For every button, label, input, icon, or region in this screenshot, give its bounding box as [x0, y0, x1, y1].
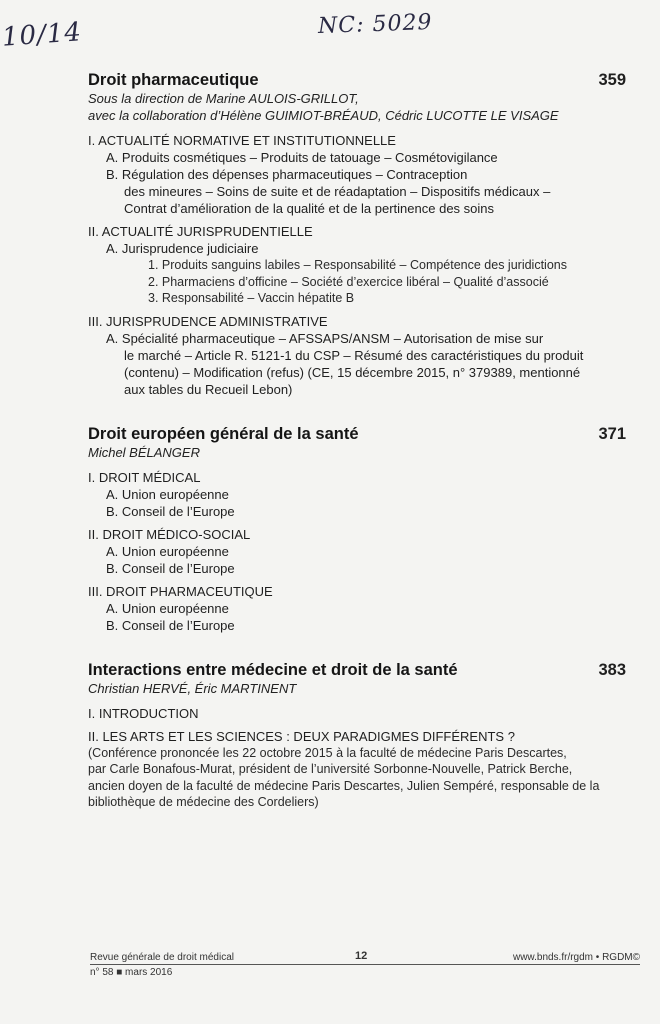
section-page-number: 383: [598, 660, 626, 679]
note-line: (Conférence prononcée les 22 octobre 2015 à la faculté de médecine Paris Descartes,: [88, 745, 567, 760]
part-item: [88, 486, 630, 503]
issue-info: n° 58 ■ mars 2016: [90, 967, 173, 978]
item-line: A. Spécialité pharmaceutique – AFSSAPS/ANSM – Autorisation de mise sur: [106, 330, 544, 346]
section-authors: Christian HERVÉ, Éric MARTINENT: [88, 680, 297, 696]
item-line: le marché – Article R. 5121-1 du CSP – Résumé des caractéristiques du produit: [124, 347, 584, 363]
section-authors: Sous la direction de Marine AULOIS-GRILLOT,: [88, 91, 359, 106]
sub-item: 2. Pharmaciens d’officine – Société d’exercice libéral – Qualité d’associé: [148, 274, 549, 289]
part-item: [88, 166, 630, 217]
part-item: [88, 149, 630, 166]
part-item: [88, 600, 630, 617]
part-item: [88, 240, 630, 257]
handwritten-date: 10/14: [1, 17, 83, 53]
item-line: A. Produits cosmétiques – Produits de tatouage – Cosmétovigilance: [106, 150, 498, 165]
part-heading: I. ACTUALITÉ NORMATIVE ET INSTITUTIONNELLE: [88, 133, 396, 148]
section-authors: avec la collaboration d’Hélène GUIMIOT-BRÉAUD, Cédric LUCOTTE LE VISAGE: [88, 108, 559, 123]
part-heading: II. ACTUALITÉ JURISPRUDENTIELLE: [88, 224, 313, 239]
note-line: bibliothèque de médecine des Cordeliers): [88, 795, 319, 809]
toc-section: [88, 660, 630, 811]
table-of-contents: [88, 70, 630, 811]
handwritten-reference: NC: 5029: [317, 10, 433, 39]
section-page-number: 359: [598, 71, 626, 89]
sub-item: 3. Responsabilité – Vaccin hépatite B: [148, 291, 355, 305]
part-heading: II. DROIT MÉDICO-SOCIAL: [88, 526, 251, 542]
part-heading: I. DROIT MÉDICAL: [88, 469, 201, 485]
item-line: aux tables du Recueil Lebon): [124, 381, 293, 397]
toc-section: [88, 424, 630, 634]
section-title: Droit européen général de la santé: [88, 424, 359, 443]
footer-rule: [90, 964, 640, 965]
part-item: [88, 617, 630, 634]
journal-name: Revue générale de droit médical: [90, 952, 234, 963]
toc-section: [88, 70, 630, 398]
note-line: ancien doyen de la faculté de médecine Paris Descartes, Julien Sempéré, responsable de la: [88, 778, 600, 793]
part-item: [88, 503, 630, 520]
item-line: B. Régulation des dépenses pharmaceutiques – Contraception: [106, 167, 468, 182]
part-heading: II. LES ARTS ET LES SCIENCES : DEUX PARADIGMES DIFFÉRENTS ?: [88, 728, 515, 744]
section-authors: Michel BÉLANGER: [88, 444, 200, 460]
item-line: A. Union européenne: [106, 600, 229, 616]
item-line: A. Jurisprudence judiciaire: [106, 241, 259, 256]
item-line: Contrat d’amélioration de la qualité et de la pertinence des soins: [124, 201, 495, 216]
website-link: www.bnds.fr/rgdm • RGDM©: [512, 952, 640, 963]
part-heading: III. JURISPRUDENCE ADMINISTRATIVE: [88, 313, 328, 329]
part-item: [88, 543, 630, 560]
part-item: [88, 330, 630, 398]
part-heading: III. DROIT PHARMACEUTIQUE: [88, 583, 273, 599]
item-line: des mineures – Soins de suite et de réadaptation – Dispositifs médicaux –: [124, 184, 551, 199]
section-page-number: 371: [598, 424, 626, 443]
page-number: 12: [355, 950, 368, 962]
note-line: par Carle Bonafous-Murat, président de l’université Sorbonne-Nouvelle, Patrick Berche,: [88, 762, 573, 776]
item-line: A. Union européenne: [106, 543, 229, 559]
item-line: B. Conseil de l’Europe: [106, 617, 235, 633]
part-item: [88, 560, 630, 577]
section-title: Droit pharmaceutique: [88, 71, 259, 89]
section-title: Interactions entre médecine et droit de la santé: [88, 660, 458, 679]
sub-item: 1. Produits sanguins labiles – Responsabilité – Compétence des juridictions: [148, 258, 567, 272]
item-line: B. Conseil de l’Europe: [106, 503, 235, 519]
item-line: A. Union européenne: [106, 486, 229, 502]
part-heading: I. INTRODUCTION: [88, 705, 199, 721]
item-line: (contenu) – Modification (refus) (CE, 15 décembre 2015, n° 379389, mentionné: [124, 364, 581, 380]
item-line: B. Conseil de l’Europe: [106, 560, 235, 576]
